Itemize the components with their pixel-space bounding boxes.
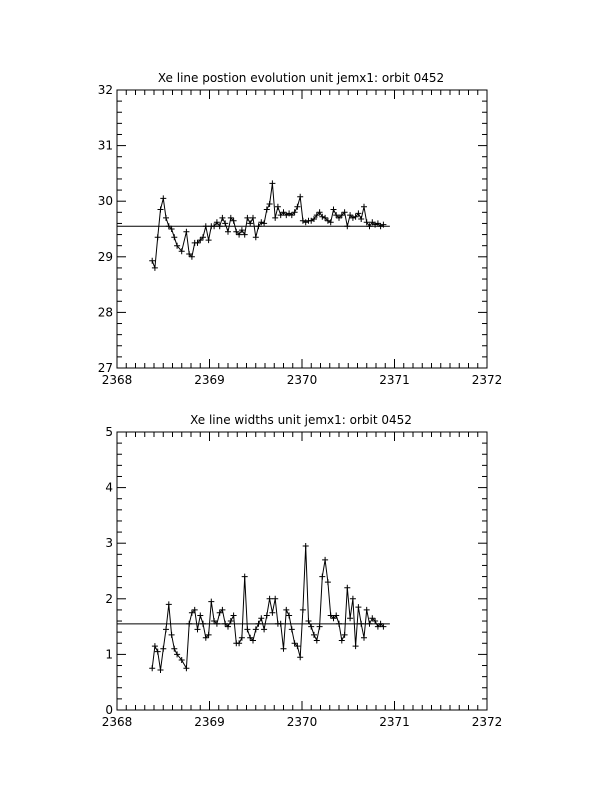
position-chart-y-tick-label: 29 — [97, 249, 113, 264]
width-chart-y-tick-label: 4 — [105, 480, 113, 495]
position-chart-x-tick-label: 2369 — [194, 373, 225, 387]
width-chart-y-tick-label: 3 — [105, 536, 113, 551]
position-chart-y-tick-label: 31 — [97, 138, 113, 153]
width-chart-y-tick-label: 0 — [105, 703, 113, 717]
position-chart-y-tick-label: 27 — [97, 361, 113, 375]
width-chart-x-tick-label: 2371 — [379, 715, 410, 729]
position-chart-y-tick-label: 30 — [97, 194, 113, 209]
position-chart-y-tick-label: 28 — [97, 305, 113, 320]
width-chart-title: Xe line widths unit jemx1: orbit 0452 — [190, 413, 412, 427]
width-chart-x-tick-label: 2372 — [471, 715, 503, 729]
position-chart-x-tick-label: 2372 — [471, 373, 503, 387]
position-chart-y-tick-label: 32 — [97, 83, 113, 97]
position-chart-x-tick-label: 2368 — [101, 373, 133, 387]
position-chart-x-tick-label: 2370 — [286, 373, 318, 387]
width-chart-x-tick-label: 2369 — [194, 715, 225, 729]
width-chart-y-tick-label: 1 — [105, 647, 113, 662]
width-chart-x-tick-label: 2368 — [101, 715, 133, 729]
position-chart-title: Xe line postion evolution unit jemx1: orbit 0452 — [157, 71, 445, 85]
width-chart-y-tick-label: 2 — [105, 591, 113, 606]
width-chart-y-tick-label: 5 — [105, 425, 113, 439]
position-chart-x-tick-label: 2371 — [379, 373, 410, 387]
width-chart-x-tick-label: 2370 — [286, 715, 318, 729]
